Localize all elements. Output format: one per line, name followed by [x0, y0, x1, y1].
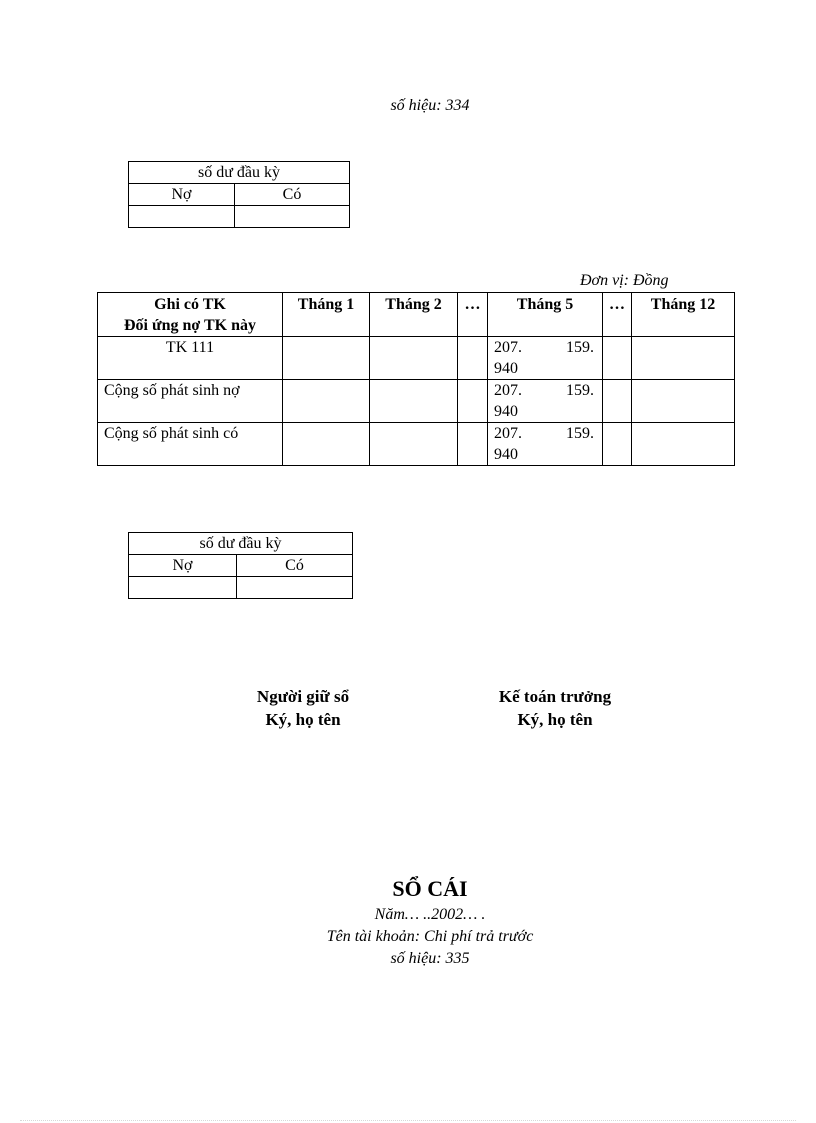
cell-ellipsis-a [458, 380, 488, 423]
amount-part-2: 159. [566, 382, 594, 399]
account-name-line: Tên tài khoản: Chi phí trả trước [326, 928, 534, 945]
signature-chief-accountant [435, 685, 675, 731]
header-ellipsis-b: … [603, 293, 632, 337]
cell-month-5 [488, 423, 603, 466]
amount-part-1: 207. [494, 425, 522, 442]
cell-month-5 [488, 380, 603, 423]
cell-month-12 [632, 337, 735, 380]
cell-ellipsis-b [603, 337, 632, 380]
signature-bookkeeper [183, 685, 423, 731]
closing-balance-title: số dư đầu kỳ [129, 533, 353, 555]
amount-part-3: 940 [494, 446, 518, 463]
credit-value [237, 577, 353, 599]
cell-month-1 [283, 380, 370, 423]
row-label: Cộng số phát sinh có [98, 423, 283, 466]
debit-label: Nợ [129, 555, 237, 577]
opening-balance-title: số dư đầu kỳ [129, 162, 350, 184]
header-account-line1: Ghi có TK [154, 296, 226, 313]
amount-part-1: 207. [494, 382, 522, 399]
account-code-top: số hiệu: 334 [390, 97, 470, 114]
cell-month-2 [370, 337, 458, 380]
header-account-column [98, 293, 283, 337]
amount-part-1: 207. [494, 339, 522, 356]
cell-month-1 [283, 423, 370, 466]
amount-part-3: 940 [494, 360, 518, 377]
cell-month-12 [632, 423, 735, 466]
cell-month-2 [370, 380, 458, 423]
credit-label: Có [237, 555, 353, 577]
header-account-line2: Đối ứng nợ TK này [124, 317, 256, 334]
debit-label: Nợ [129, 184, 235, 206]
chief-accountant-title: Kế toán trưởng [498, 687, 612, 706]
credit-value [235, 206, 350, 228]
amount-part-3: 940 [494, 403, 518, 420]
bookkeeper-sub: Ký, họ tên [265, 710, 341, 729]
header-ellipsis-a: … [458, 293, 488, 337]
header-month-1: Tháng 1 [283, 293, 370, 337]
amount-part-2: 159. [566, 339, 594, 356]
chief-accountant-sub: Ký, họ tên [517, 710, 593, 729]
ledger-title: SỔ CÁI [392, 876, 468, 901]
cell-month-2 [370, 423, 458, 466]
page-edge-divider [20, 1120, 796, 1121]
cell-month-12 [632, 380, 735, 423]
cell-ellipsis-a [458, 423, 488, 466]
account-code-line: số hiệu: 335 [390, 950, 470, 967]
opening-balance-table [128, 161, 350, 228]
cell-ellipsis-b [603, 423, 632, 466]
ledger-header-row [98, 293, 735, 337]
debit-value [129, 577, 237, 599]
header-month-12: Tháng 12 [632, 293, 735, 337]
year-line: Năm… ..2002… . [374, 906, 486, 923]
cell-month-1 [283, 337, 370, 380]
cell-month-5 [488, 337, 603, 380]
credit-label: Có [235, 184, 350, 206]
table-row [98, 380, 735, 423]
table-row [98, 423, 735, 466]
cell-ellipsis-a [458, 337, 488, 380]
bookkeeper-title: Người giữ sổ [256, 687, 350, 706]
closing-balance-table [128, 532, 353, 599]
amount-part-2: 159. [566, 425, 594, 442]
cell-ellipsis-b [603, 380, 632, 423]
debit-value [129, 206, 235, 228]
row-label: Cộng số phát sinh nợ [98, 380, 283, 423]
header-month-2: Tháng 2 [370, 293, 458, 337]
table-row [98, 337, 735, 380]
header-month-5: Tháng 5 [488, 293, 603, 337]
ledger-table [97, 292, 735, 466]
row-label: TK 111 [98, 337, 283, 380]
unit-label: Đơn vị: Đồng [580, 272, 669, 289]
